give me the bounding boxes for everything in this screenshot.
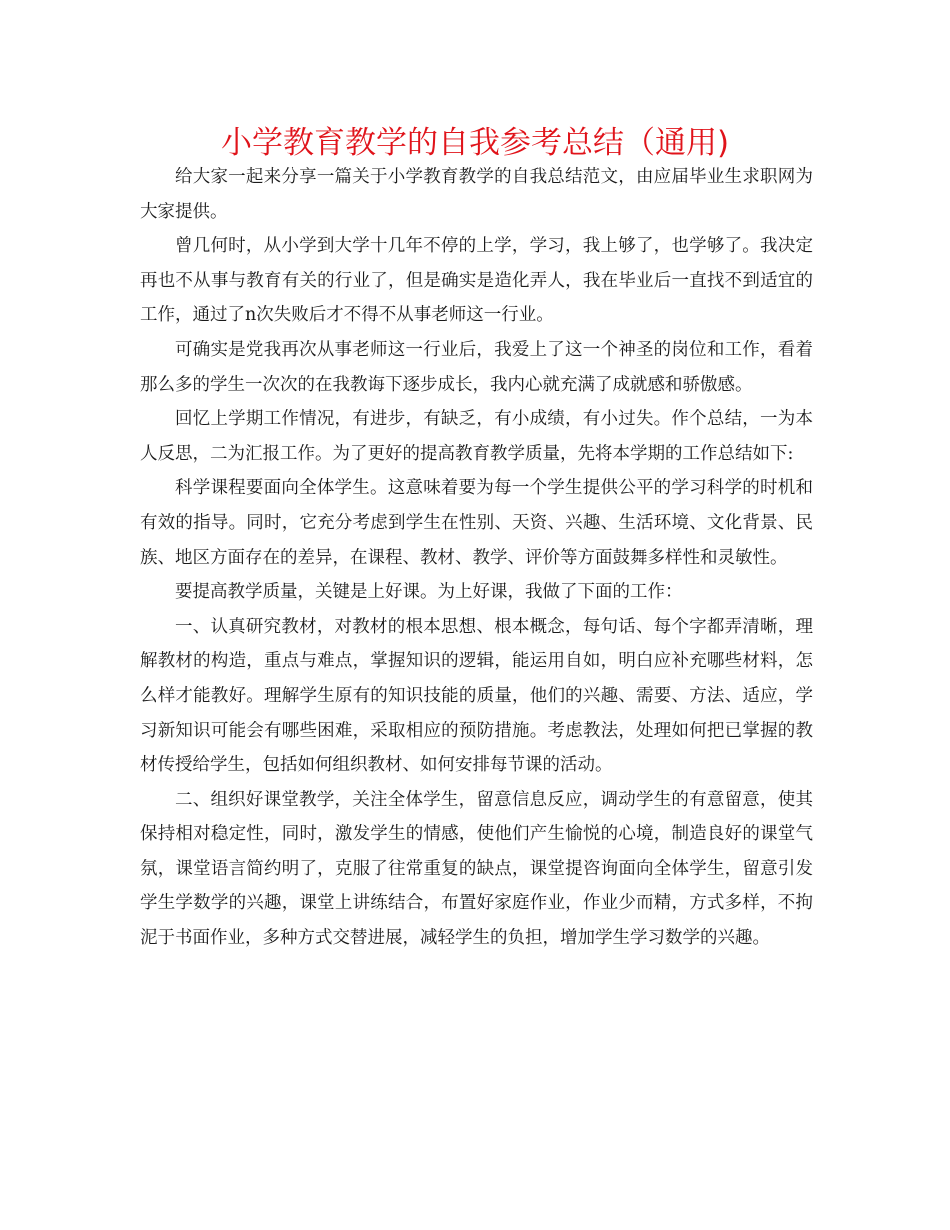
- paragraph-point-one: 一、认真研究教材，对教材的根本思想、根本概念，每句话、每个字都弄清晰，理解教材的构造，重点与难点，掌握知识的逻辑，能运用自如，明白应补充哪些材料，怎么样才能教好。理解学生原有的知识技能的质量，他们的兴趣、需要、方法、适应，学习新知识可能会有哪些困难，采取相应的预防措施。考虑教法，处理如何把已掌握的教材传授给学生，包括如何组织教材、如何安排每节课的活动。: [140, 616, 813, 776]
- paragraph-point-two: 二、组织好课堂教学，关注全体学生，留意信息反应，调动学生的有意留意，使其保持相对稳定性，同时，激发学生的情感，使他们产生愉悦的心境，制造良好的课堂气氛，课堂语言简约明了，克服了往常重复的缺点，课堂提咨询面向全体学生，留意引发学生学数学的兴趣，课堂上讲练结合，布置好家庭作业，作业少而精，方式多样，不拘泥于书面作业，多种方式交替进展，减轻学生的负担，增加学生学习数学的兴趣。: [140, 789, 813, 949]
- paragraph-background: 曾几何时，从小学到大学十几年不停的上学，学习，我上够了，也学够了。我决定再也不从事与教育有关的行业了，但是确实是造化弄人，我在毕业后一直找不到适宜的工作，通过了n次失败后才不得不从事老师这一行业。: [140, 236, 813, 326]
- paragraph-review: 回忆上学期工作情况，有进步，有缺乏，有小成绩，有小过失。作个总结，一为本人反思，二为汇报工作。为了更好的提高教育教学质量，先将本学期的工作总结如下:: [140, 409, 813, 464]
- paragraph-science-course: 科学课程要面向全体学生。这意味着要为每一个学生提供公平的学习科学的时机和有效的指导。同时，它充分考虑到学生在性别、天资、兴趣、生活环境、文化背景、民族、地区方面存在的差异，在课程、教材、教学、评价等方面鼓舞多样性和灵敏性。: [140, 478, 813, 568]
- document-body: [140, 160, 813, 956]
- paragraph-intro: 给大家一起来分享一篇关于小学教育教学的自我总结范文，由应届毕业生求职网为大家提供。: [140, 167, 813, 222]
- paragraph-quality: 要提高教学质量，关键是上好课。为上好课，我做了下面的工作：: [175, 582, 683, 603]
- document-title: 小学教育教学的自我参考总结（通用): [220, 125, 730, 161]
- paragraph-feelings: 可确实是党我再次从事老师这一行业后，我爱上了这一个神圣的岗位和工作，看着那么多的学生一次次的在我教诲下逐步成长，我内心就充满了成就感和骄傲感。: [140, 339, 813, 395]
